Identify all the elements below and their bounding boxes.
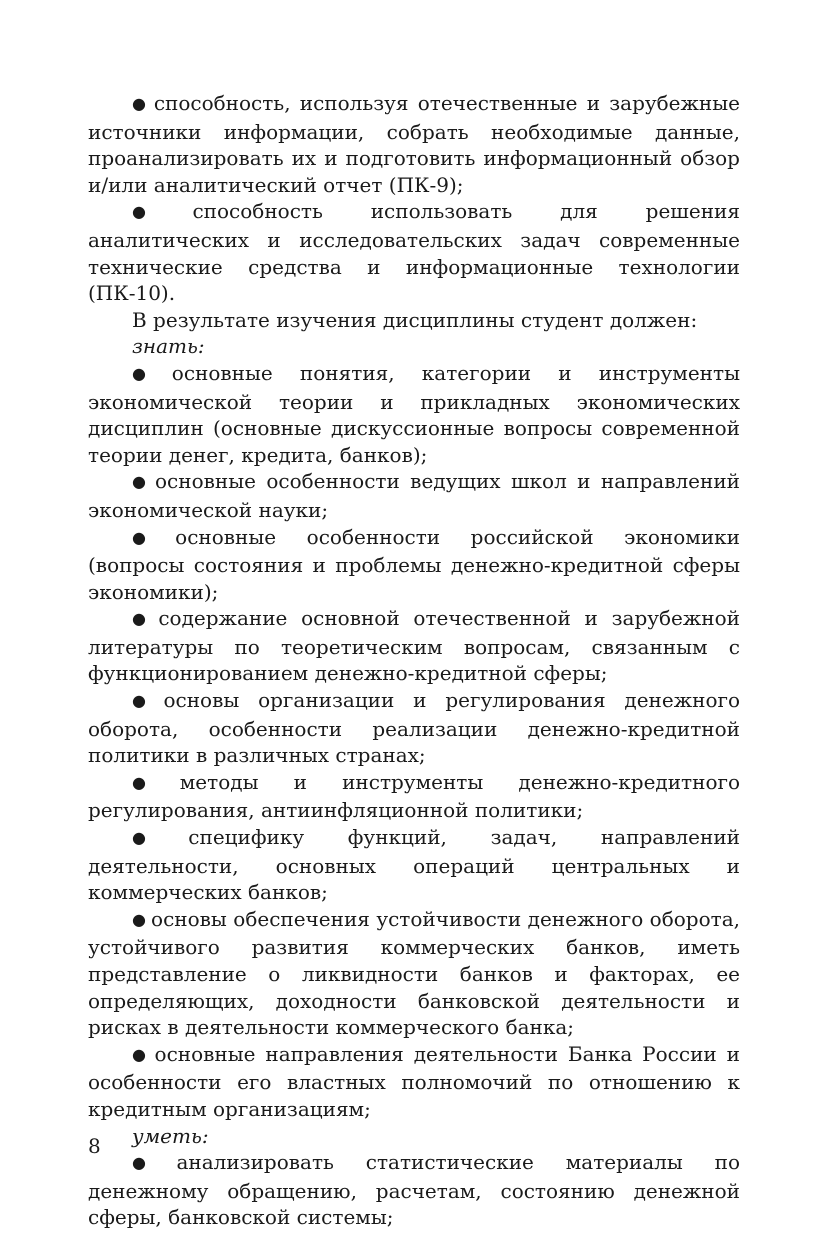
bullet-item — [88, 198, 740, 306]
bullet-item — [88, 1149, 740, 1231]
bullet-icon: ● — [132, 691, 159, 711]
bullet-icon: ● — [132, 609, 154, 629]
bullet-icon: ● — [132, 772, 175, 792]
result-sentence: В результате изучения дисциплины студент должен: — [132, 307, 698, 332]
bullet-item — [88, 824, 740, 906]
bullet-icon: ● — [132, 472, 150, 492]
bullet-icon: ● — [132, 1044, 150, 1064]
bullet-icon: ● — [132, 94, 149, 113]
bullet-icon: ● — [132, 909, 147, 929]
bullet-text: содержание основной отечественной и зарубежной литературы по теоретическим вопросам, связанным с функционированием денежно-кредитной сферы; — [88, 606, 740, 686]
bullet-text: методы и инструменты денежно-кредитного регулирования, антиинфляционной политики; — [88, 769, 740, 823]
bullet-icon: ● — [132, 363, 167, 383]
bullet-item — [88, 468, 740, 523]
bullet-item — [88, 769, 740, 824]
bullet-item — [88, 524, 740, 606]
bullet-item — [88, 90, 740, 198]
bullet-text: способность, используя отечественные и зарубежные источники информации, собрать необходимые данные, проанализировать их и подготовить информационный обзор и/или аналитический отчет (ПК-9); — [88, 91, 740, 197]
page-body — [88, 90, 740, 1231]
bullet-text: основные направления деятельности Банка России и особенности его властных полномочий по отношению к кредитным организациям; — [88, 1041, 740, 1121]
bullet-text: способность использовать для решения аналитических и исследовательских задач современные технические средства и информационные технологии (ПК-10). — [88, 199, 740, 306]
bullet-text: основы организации и регулирования денежного оборота, особенности реализации денежно-кредитной политики в различных странах; — [88, 688, 741, 768]
bullet-icon: ● — [132, 527, 171, 547]
know-label: знать: — [132, 334, 205, 359]
bullet-icon: ● — [132, 1153, 172, 1173]
bullet-item — [88, 605, 740, 687]
bullet-text: основные понятия, категории и инструменты экономической теории и прикладных экономических дисциплин (основные дискуссионные вопросы современной теории денег, кредита, банков); — [88, 360, 740, 467]
bullet-item — [88, 1041, 740, 1123]
bullet-text: анализировать статистические материалы по денежному обращению, расчетам, состоянию денежной сферы, банковской системы; — [88, 1150, 740, 1230]
bullet-icon: ● — [132, 202, 188, 222]
can-label: уметь: — [132, 1123, 209, 1148]
page-number: 8 — [88, 1134, 101, 1158]
bullet-text: основы обеспечения устойчивости денежного оборота, устойчивого развития коммерческих банков, иметь представление о ликвидности банков и факторах, ее определяющих, доходности банковской деятельности и рисках в деятельности коммерческого банка; — [88, 906, 740, 1040]
bullet-text: основные особенности российской экономики (вопросы состояния и проблемы денежно-кредитной сферы экономики); — [88, 524, 741, 604]
bullet-item — [88, 687, 740, 769]
bullet-text: основные особенности ведущих школ и направлений экономической науки; — [88, 469, 740, 522]
bullet-text: специфику функций, задач, направлений деятельности, основных операций центральных и коммерческих банков; — [88, 825, 740, 905]
bullet-icon: ● — [132, 828, 184, 848]
bullet-item — [88, 360, 740, 468]
bullet-item — [88, 906, 740, 1041]
